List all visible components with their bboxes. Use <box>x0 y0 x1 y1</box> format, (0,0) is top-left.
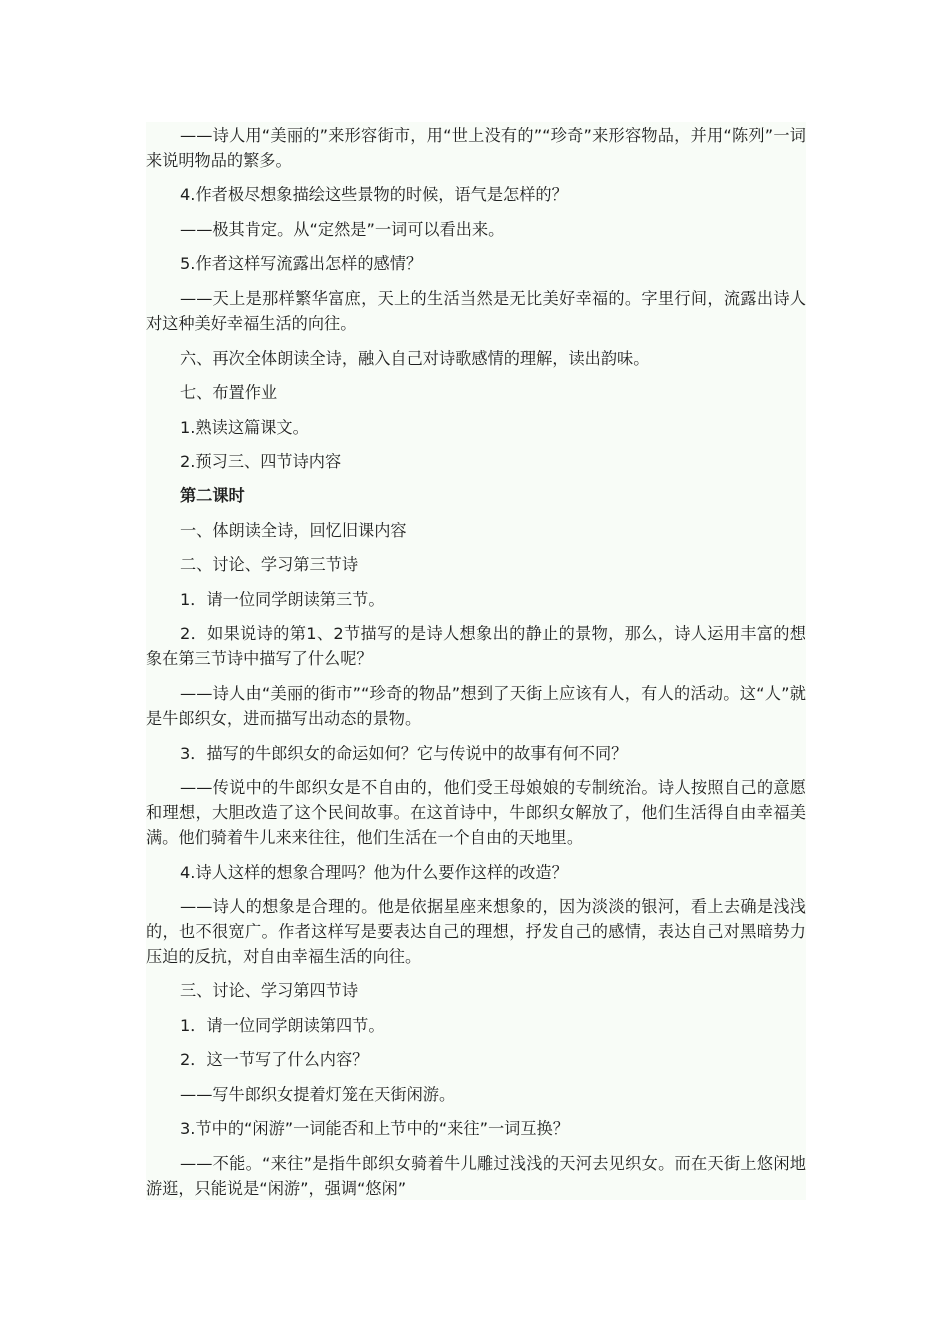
paragraph: 2.预习三、四节诗内容 <box>180 452 342 471</box>
section-heading: 第二课时 <box>180 486 245 505</box>
paragraph: 1.熟读这篇课文。 <box>180 418 309 437</box>
paragraph: 4.诗人这样的想象合理吗？他为什么要作这样的改造？ <box>180 863 568 882</box>
paragraph: ——传说中的牛郎织女是不自由的，他们受王母娘娘的专制统治。诗人按照自己的意愿和理想，大胆改造了这个民间故事。在这首诗中，牛郎织女解放了，他们生活得自由幸福美满。他们骑着牛儿来来往往，他们生活在一个自由的天地里。 <box>146 778 806 847</box>
paragraph: ——诗人由“美丽的街市”“珍奇的物品”想到了天街上应该有人，有人的活动。这“人”就是牛郎织女，进而描写出动态的景物。 <box>146 684 806 728</box>
paragraph: 1．请一位同学朗读第四节。 <box>180 1016 385 1035</box>
paragraph: ——极其肯定。从“定然是”一词可以看出来。 <box>180 220 505 239</box>
paragraph: 六、再次全体朗读全诗，融入自己对诗歌感情的理解，读出韵味。 <box>180 349 650 368</box>
paragraph: 一、体朗读全诗，回忆旧课内容 <box>180 521 407 540</box>
paragraph: 三、讨论、学习第四节诗 <box>180 981 359 1000</box>
paragraph: 4.作者极尽想象描绘这些景物的时候，语气是怎样的？ <box>180 185 568 204</box>
paragraph: ——不能。“来往”是指牛郎织女骑着牛儿雕过浅浅的天河去见织女。而在天街上悠闲地游逛，只能说是“闲游”，强调“悠闲” <box>146 1154 806 1198</box>
document-page <box>146 122 806 1200</box>
paragraph: 2．如果说诗的第1、2节描写的是诗人想象出的静止的景物，那么，诗人运用丰富的想象在第三节诗中描写了什么呢？ <box>146 624 806 668</box>
paragraph: 5.作者这样写流露出怎样的感情？ <box>180 254 423 273</box>
paragraph: ——诗人用“美丽的”来形容街市，用“世上没有的”“珍奇”来形容物品，并用“陈列”一词来说明物品的繁多。 <box>146 126 806 170</box>
paragraph: ——诗人的想象是合理的。他是依据星座来想象的，因为淡淡的银河，看上去确是浅浅的，也不很宽广。作者这样写是要表达自己的理想，抒发自己的感情，表达自己对黑暗势力压迫的反抗，对自由幸福生活的向往。 <box>146 897 806 966</box>
paragraph: 二、讨论、学习第三节诗 <box>180 555 359 574</box>
paragraph: 七、布置作业 <box>180 383 278 402</box>
paragraph: ——天上是那样繁华富庶，天上的生活当然是无比美好幸福的。字里行间，流露出诗人对这种美好幸福生活的向往。 <box>146 289 806 333</box>
paragraph: 3.节中的“闲游”一词能否和上节中的“来往”一词互换？ <box>180 1119 569 1138</box>
paragraph: 2．这一节写了什么内容？ <box>180 1050 369 1069</box>
paragraph: 1．请一位同学朗读第三节。 <box>180 590 385 609</box>
paragraph: 3．描写的牛郎织女的命运如何？它与传说中的故事有何不同？ <box>180 744 628 763</box>
paragraph: ——写牛郎织女提着灯笼在天街闲游。 <box>180 1085 456 1104</box>
